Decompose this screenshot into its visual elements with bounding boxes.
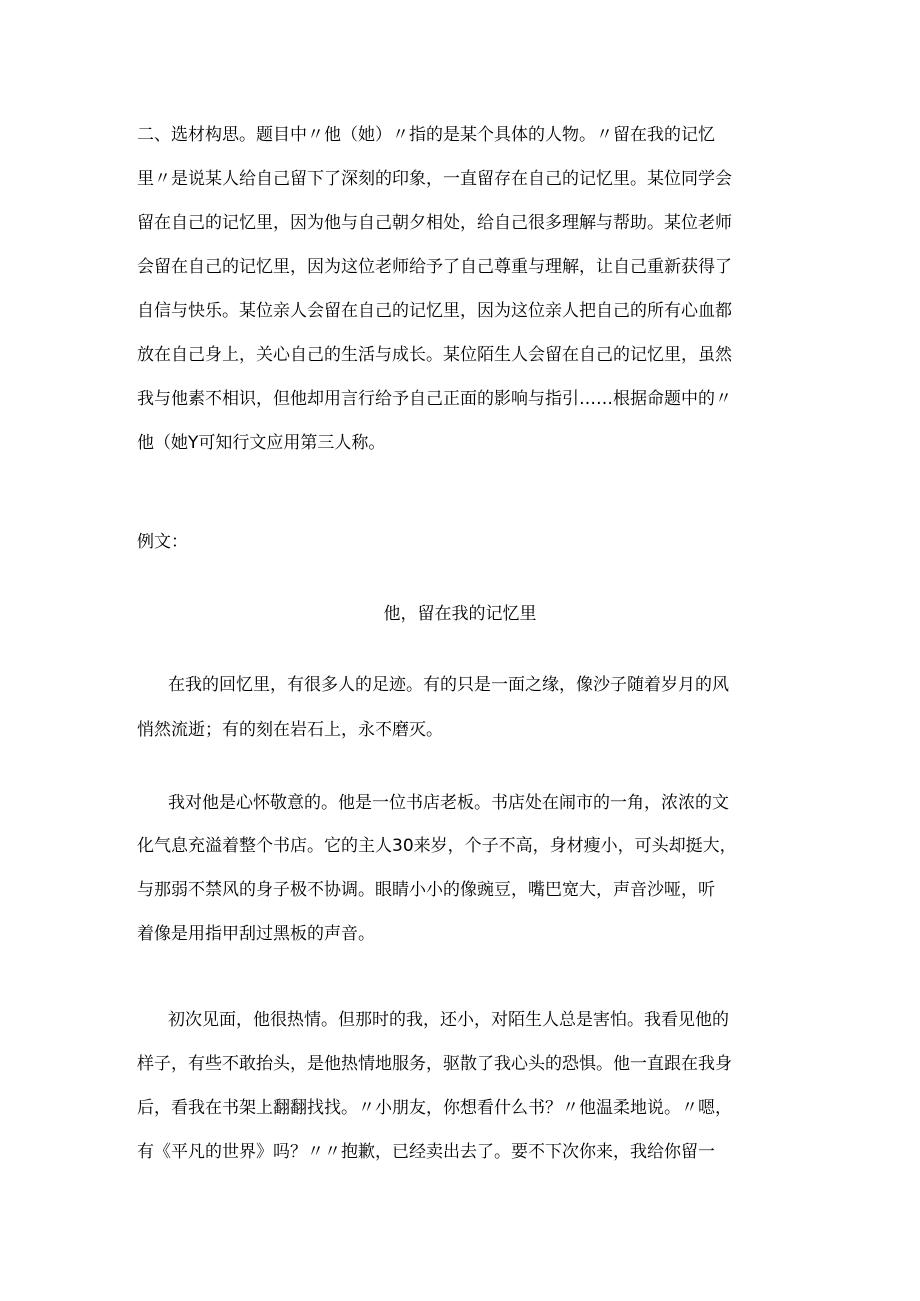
essay-title: 他，留在我的记忆里	[383, 604, 537, 624]
paragraph-2-line-3: 与那弱不禁风的身子极不协调。眼睛小小的像豌豆，嘴巴宽大，声音沙哑，听	[137, 880, 715, 900]
paragraph-3-line-3: 后，看我在书架上翻翻找找。〃小朋友，你想看什么书？〃他温柔地说。〃嗯，	[137, 1098, 732, 1118]
section-line-5: 自信与快乐。某位亲人会留在自己的记忆里，因为这位亲人把自己的所有心血都	[137, 301, 732, 321]
section-line-8: 他（她Y可知行文应用第三人称。	[137, 433, 386, 453]
paragraph-3-line-1: 初次见面，他很热情。但那时的我，还小，对陌生人总是害怕。我看见他的	[168, 1010, 729, 1030]
paragraph-2-line-4: 着像是用指甲刮过黑板的声音。	[137, 924, 375, 944]
paragraph-3-line-4: 有《平凡的世界》吗？〃〃抱歉，已经卖出去了。要不下次你来，我给你留一	[137, 1142, 715, 1162]
section-line-1: 二、选材构思。题目中〃他（她）〃指的是某个具体的人物。〃留在我的记忆	[137, 125, 715, 145]
paragraph-2-line-1: 我对他是心怀敬意的。他是一位书店老板。书店处在闹市的一角，浓浓的文	[168, 793, 729, 813]
paragraph-3-line-2: 样子，有些不敢抬头，是他热情地服务，驱散了我心头的恐惧。他一直跟在我身	[137, 1054, 732, 1074]
example-label: 例文：	[137, 532, 188, 552]
paragraph-1-line-1: 在我的回忆里，有很多人的足迹。有的只是一面之缘，像沙子随着岁月的风	[168, 675, 729, 695]
paragraph-2-line-2: 化气息充溢着整个书店。它的主人30来岁，个子不高，身材瘦小，可头却挺大，	[137, 836, 737, 856]
section-line-3: 留在自己的记忆里，因为他与自己朝夕相处，给自己很多理解与帮助。某位老师	[137, 213, 732, 233]
section-line-7: 我与他素不相识，但他却用言行给予自己正面的影响与指引……根据命题中的〃	[137, 389, 732, 409]
section-line-2: 里〃是说某人给自己留下了深刻的印象，一直留存在自己的记忆里。某位同学会	[137, 169, 732, 189]
section-line-4: 会留在自己的记忆里，因为这位老师给予了自己尊重与理解，让自己重新获得了	[137, 257, 732, 277]
section-line-6: 放在自己身上，关心自己的生活与成长。某位陌生人会留在自己的记忆里，虽然	[137, 345, 732, 365]
paragraph-1-line-2: 悄然流逝；有的刻在岩石上，永不磨灭。	[137, 720, 443, 740]
